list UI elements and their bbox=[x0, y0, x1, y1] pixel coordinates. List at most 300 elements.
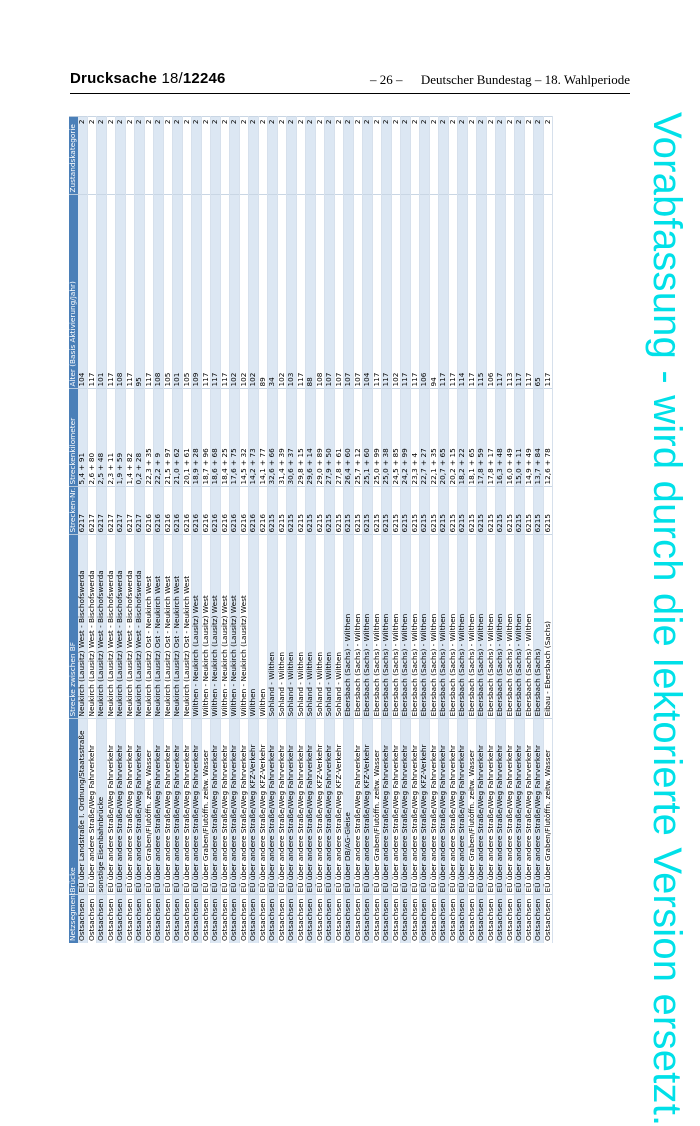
drucksache-label: Drucksache bbox=[70, 70, 158, 87]
table-cell: 6216 bbox=[192, 487, 202, 535]
table-cell: 24,5 + 85 bbox=[391, 389, 401, 487]
table-cell: 2 bbox=[296, 117, 306, 195]
table-cell: 26,4 + 60 bbox=[344, 389, 354, 487]
table-cell: 6215 bbox=[486, 487, 496, 535]
table-cell: Sohland - Wilthen bbox=[287, 535, 297, 719]
table-cell: 107 bbox=[334, 195, 344, 389]
table-cell: EÜ über andere Straße/Weg Fahrverkehr bbox=[154, 719, 164, 895]
table-cell: EÜ über andere Straße/Weg KFZ-Verkehr bbox=[315, 719, 325, 895]
table-cell: 117 bbox=[125, 195, 135, 389]
table-cell: 17,8 + 59 bbox=[477, 389, 487, 487]
table-cell: 6216 bbox=[144, 487, 154, 535]
table-cell: 2 bbox=[534, 117, 544, 195]
table-cell: 6215 bbox=[543, 487, 553, 535]
table-cell: EÜ über andere Straße/Weg Fahrverkehr bbox=[211, 719, 221, 895]
table-body bbox=[78, 117, 553, 943]
table-cell: Ostsachsen bbox=[239, 895, 249, 943]
table-cell: Neukirch (Lausitz) West - Bischofswerda bbox=[97, 535, 107, 719]
table-cell: EÜ über andere Straße/Weg Fahrverkehr bbox=[524, 719, 534, 895]
table-cell: Ostsachsen bbox=[353, 895, 363, 943]
watermark-text: Vorabfassung - wird durch die lektorierte Version ersetzt. bbox=[645, 112, 689, 1126]
table-cell: Neukirch (Lausitz) West - Bischofswerda bbox=[78, 535, 87, 719]
table-cell: EÜ über Graben/Flutöffn. zeitw. Wasser bbox=[467, 719, 477, 895]
table-cell: 113 bbox=[505, 195, 515, 389]
table-cell: 2 bbox=[239, 117, 249, 195]
table-cell: 2 bbox=[135, 117, 145, 195]
table-cell: 2 bbox=[220, 117, 230, 195]
table-cell: EÜ über andere Straße/Weg Fahrverkehr bbox=[125, 719, 135, 895]
table-cell: EÜ über andere Straße/Weg Fahrverkehr bbox=[163, 719, 173, 895]
table-cell: 2 bbox=[505, 117, 515, 195]
table-cell: 104 bbox=[78, 195, 87, 389]
table-cell: 18,9 + 28 bbox=[192, 389, 202, 487]
table-cell: 6215 bbox=[420, 487, 430, 535]
table-cell: 2 bbox=[448, 117, 458, 195]
table-cell: 2 bbox=[78, 117, 87, 195]
table-cell: Neukirch (Lausitz) Ost - Neukirch West bbox=[173, 535, 183, 719]
table-cell: EÜ über Graben/Flutöffn. zeitw. Wasser bbox=[201, 719, 211, 895]
table-cell: 103 bbox=[287, 195, 297, 389]
table-cell: 2,3 + 11 bbox=[106, 389, 116, 487]
watermark bbox=[637, 112, 697, 1126]
table-cell: 117 bbox=[439, 195, 449, 389]
table-cell: Ostsachsen bbox=[277, 895, 287, 943]
table-cell: Ostsachsen bbox=[116, 895, 126, 943]
table-cell: EÜ über Graben/Flutöffn. zeitw. Wasser bbox=[543, 719, 553, 895]
table-cell: 6216 bbox=[239, 487, 249, 535]
table-cell: 6215 bbox=[458, 487, 468, 535]
table-cell: 2 bbox=[87, 117, 97, 195]
table-cell: 2 bbox=[486, 117, 496, 195]
table-cell: 29,6 + 14 bbox=[306, 389, 316, 487]
table-cell: EÜ über andere Straße/Weg Fahrverkehr bbox=[477, 719, 487, 895]
table-cell: Neukirch (Lausitz) Ost - Neukirch West bbox=[144, 535, 154, 719]
table-cell: 6217 bbox=[78, 487, 87, 535]
table-cell: 6215 bbox=[344, 487, 354, 535]
table-cell: 2 bbox=[268, 117, 278, 195]
table-cell: 2 bbox=[249, 117, 259, 195]
table-cell: 2 bbox=[144, 117, 154, 195]
table-cell: 2 bbox=[163, 117, 173, 195]
table-cell: 6215 bbox=[410, 487, 420, 535]
table-cell: 117 bbox=[220, 195, 230, 389]
table-cell: EÜ über andere Straße/Weg Fahrverkehr bbox=[391, 719, 401, 895]
table-cell: 6215 bbox=[315, 487, 325, 535]
table-cell: 2 bbox=[334, 117, 344, 195]
table-cell: Neukirch (Lausitz) Ost - Neukirch West bbox=[163, 535, 173, 719]
table-cell: Ostsachsen bbox=[524, 895, 534, 943]
table-cell: 25,1 + 60 bbox=[363, 389, 373, 487]
table-cell: 2 bbox=[401, 117, 411, 195]
table-cell: Neukirch (Lausitz) Ost - Neukirch West bbox=[182, 535, 192, 719]
table-cell: 105 bbox=[182, 195, 192, 389]
table-cell: 2,5 + 48 bbox=[97, 389, 107, 487]
table-cell: 6217 bbox=[135, 487, 145, 535]
bridge-table-container bbox=[69, 117, 624, 943]
table-cell: EÜ über andere Straße/Weg KFZ-Verkehr bbox=[258, 719, 268, 895]
table-cell: 117 bbox=[543, 195, 553, 389]
table-cell: 117 bbox=[211, 195, 221, 389]
table-cell: Ostsachsen bbox=[192, 895, 202, 943]
table-cell: EÜ über andere Straße/Weg Fahrverkehr bbox=[277, 719, 287, 895]
table-cell: EÜ über andere Straße/Weg Fahrverkehr bbox=[486, 719, 496, 895]
table-cell: EÜ über andere Straße/Weg KFZ-Verkehr bbox=[363, 719, 373, 895]
table-cell: EÜ über andere Straße/Weg Fahrverkehr bbox=[220, 719, 230, 895]
table-cell: 6216 bbox=[211, 487, 221, 535]
table-row bbox=[230, 117, 240, 943]
table-cell: Ebersbach (Sachs) - Wilthen bbox=[429, 535, 439, 719]
table-cell: Ostsachsen bbox=[429, 895, 439, 943]
table-cell: 20,7 + 65 bbox=[439, 389, 449, 487]
column-header: Streckenkilometer bbox=[69, 389, 78, 487]
table-cell: EÜ über andere Straße/Weg Fahrverkehr bbox=[182, 719, 192, 895]
table-row bbox=[249, 117, 259, 943]
table-cell: Ebersbach (Sachs) - Wilthen bbox=[363, 535, 373, 719]
table-cell: 6217 bbox=[97, 487, 107, 535]
table-cell: 6217 bbox=[106, 487, 116, 535]
table-cell: Ostsachsen bbox=[448, 895, 458, 943]
table-cell: Ostsachsen bbox=[458, 895, 468, 943]
table-cell: Ostsachsen bbox=[87, 895, 97, 943]
table-cell: 34 bbox=[268, 195, 278, 389]
table-cell: EÜ über andere Straße/Weg Fahrverkehr bbox=[306, 719, 316, 895]
table-cell: 89 bbox=[258, 195, 268, 389]
table-cell: 108 bbox=[315, 195, 325, 389]
table-row bbox=[496, 117, 506, 943]
table-cell: sonstige Eisenbahnbrücke bbox=[97, 719, 107, 895]
table-cell: Ostsachsen bbox=[154, 895, 164, 943]
table-cell: Sohland - Wilthen bbox=[315, 535, 325, 719]
table-cell: 6215 bbox=[382, 487, 392, 535]
table-cell: Ebersbach (Sachs) - Wilthen bbox=[410, 535, 420, 719]
table-cell: 88 bbox=[306, 195, 316, 389]
table-cell: 6215 bbox=[353, 487, 363, 535]
table-row bbox=[543, 117, 553, 943]
table-cell: Sohland - Wilthen bbox=[325, 535, 335, 719]
table-cell: 6216 bbox=[201, 487, 211, 535]
table-cell: Ostsachsen bbox=[372, 895, 382, 943]
table-row bbox=[268, 117, 278, 943]
table-cell: 18,1 + 65 bbox=[467, 389, 477, 487]
table-cell: Ostsachsen bbox=[543, 895, 553, 943]
table-cell: 2 bbox=[382, 117, 392, 195]
table-cell: 2 bbox=[192, 117, 202, 195]
table-cell: 2 bbox=[315, 117, 325, 195]
table-cell: 27,8 + 61 bbox=[334, 389, 344, 487]
table-cell: 2 bbox=[439, 117, 449, 195]
table-cell: 22,3 + 35 bbox=[144, 389, 154, 487]
table-cell: Ostsachsen bbox=[211, 895, 221, 943]
table-cell: Ostsachsen bbox=[173, 895, 183, 943]
table-row bbox=[420, 117, 430, 943]
table-cell: 6215 bbox=[372, 487, 382, 535]
table-cell: Ostsachsen bbox=[163, 895, 173, 943]
table-cell: 6216 bbox=[173, 487, 183, 535]
table-cell: EÜ über Graben/Flutöffn. zeitw. Wasser bbox=[144, 719, 154, 895]
table-row bbox=[458, 117, 468, 943]
table-cell: 108 bbox=[116, 195, 126, 389]
table-cell: Ebersbach (Sachs) - Wilthen bbox=[344, 535, 354, 719]
table-cell: Ostsachsen bbox=[220, 895, 230, 943]
table-cell: 65 bbox=[534, 195, 544, 389]
table-cell: Ostsachsen bbox=[534, 895, 544, 943]
table-cell: 114 bbox=[458, 195, 468, 389]
table-cell: 6215 bbox=[505, 487, 515, 535]
table-cell: 2 bbox=[277, 117, 287, 195]
header-rule bbox=[70, 93, 630, 94]
table-cell: 1,9 + 59 bbox=[116, 389, 126, 487]
table-cell: 6216 bbox=[163, 487, 173, 535]
table-cell: Sohland - Wilthen bbox=[334, 535, 344, 719]
table-cell: Ebersbach (Sachs) - Wilthen bbox=[420, 535, 430, 719]
table-cell: Wilthen - Neukirch (Lausitz) West bbox=[230, 535, 240, 719]
table-cell: Ostsachsen bbox=[477, 895, 487, 943]
table-cell: 102 bbox=[249, 195, 259, 389]
table-cell: 2 bbox=[258, 117, 268, 195]
table-cell: Ostsachsen bbox=[106, 895, 116, 943]
column-header: Brücke bbox=[69, 719, 78, 895]
table-cell: 6217 bbox=[87, 487, 97, 535]
table-row bbox=[439, 117, 449, 943]
table-cell: Ostsachsen bbox=[334, 895, 344, 943]
table-cell: 14,9 + 49 bbox=[524, 389, 534, 487]
table-cell: EÜ über Landstraße I. Ordnung/Staatsstraße bbox=[78, 719, 87, 895]
table-cell: EÜ über andere Straße/Weg Fahrverkehr bbox=[116, 719, 126, 895]
table-cell: 104 bbox=[363, 195, 373, 389]
table-cell: 6215 bbox=[363, 487, 373, 535]
table-cell: 23,3 + 4 bbox=[410, 389, 420, 487]
table-cell: 6215 bbox=[391, 487, 401, 535]
table-row bbox=[401, 117, 411, 943]
table-cell: 101 bbox=[173, 195, 183, 389]
table-cell: EÜ über andere Straße/Weg Fahrverkehr bbox=[401, 719, 411, 895]
table-cell: EÜ über andere Straße/Weg KFZ-Verkehr bbox=[249, 719, 259, 895]
table-cell: 2 bbox=[201, 117, 211, 195]
institution: Deutscher Bundestag – 18. Wahlperiode bbox=[420, 72, 630, 87]
table-cell: 6215 bbox=[448, 487, 458, 535]
table-cell: EÜ über andere Straße/Weg KFZ-Verkehr bbox=[334, 719, 344, 895]
table-cell: 2 bbox=[353, 117, 363, 195]
table-cell: Ostsachsen bbox=[135, 895, 145, 943]
table-cell: 2 bbox=[410, 117, 420, 195]
table-cell: Ostsachsen bbox=[258, 895, 268, 943]
table-cell: 6217 bbox=[116, 487, 126, 535]
table-cell: EÜ über andere Straße/Weg Fahrverkehr bbox=[458, 719, 468, 895]
column-header: Strecke zwischen BF bbox=[69, 535, 78, 719]
table-cell: 94 bbox=[429, 195, 439, 389]
table-cell: Ostsachsen bbox=[486, 895, 496, 943]
table-cell: Ostsachsen bbox=[182, 895, 192, 943]
table-cell: 102 bbox=[230, 195, 240, 389]
table-cell: Ebersbach (Sachs) - Wilthen bbox=[467, 535, 477, 719]
table-cell: Ostsachsen bbox=[505, 895, 515, 943]
table-cell: Neukirch (Lausitz) West - Bischofswerda bbox=[116, 535, 126, 719]
table-cell: Ostsachsen bbox=[201, 895, 211, 943]
table-cell: Ostsachsen bbox=[306, 895, 316, 943]
table-cell: 6215 bbox=[325, 487, 335, 535]
drucksache-number: 12246 bbox=[182, 70, 226, 87]
table-cell: 32,6 + 66 bbox=[268, 389, 278, 487]
table-cell: 22,7 + 27 bbox=[420, 389, 430, 487]
column-header: Strecken-Nr. bbox=[69, 487, 78, 535]
table-cell: 2 bbox=[182, 117, 192, 195]
table-cell: Ebersbach (Sachs) - Wilthen bbox=[477, 535, 487, 719]
table-cell: EÜ über andere Straße/Weg Fahrverkehr bbox=[505, 719, 515, 895]
table-cell: 29,8 + 15 bbox=[296, 389, 306, 487]
table-cell: 117 bbox=[87, 195, 97, 389]
table-cell: 2 bbox=[391, 117, 401, 195]
table-cell: 0,2 + 28 bbox=[135, 389, 145, 487]
table-cell: 117 bbox=[467, 195, 477, 389]
table-cell: Ostsachsen bbox=[382, 895, 392, 943]
column-header: Alter (Basis Aktivierung/Jahr) bbox=[69, 195, 78, 389]
table-cell: 18,2 + 22 bbox=[458, 389, 468, 487]
table-cell: Eibau - Ebersbach (Sachs) bbox=[543, 535, 553, 719]
table-cell: 17,6 + 75 bbox=[230, 389, 240, 487]
table-cell: 14,1 + 77 bbox=[258, 389, 268, 487]
table-cell: 115 bbox=[477, 195, 487, 389]
table-cell: Ostsachsen bbox=[296, 895, 306, 943]
table-cell: 2 bbox=[125, 117, 135, 195]
table-cell: 6217 bbox=[125, 487, 135, 535]
table-cell: 6215 bbox=[306, 487, 316, 535]
table-cell: Ostsachsen bbox=[439, 895, 449, 943]
table-cell: Ebersbach (Sachs) - Wilthen bbox=[496, 535, 506, 719]
table-cell: Neukirch (Lausitz) West - Bischofswerda bbox=[125, 535, 135, 719]
table-cell: 6215 bbox=[496, 487, 506, 535]
table-cell: EÜ über andere Straße/Weg Fahrverkehr bbox=[496, 719, 506, 895]
table-cell: 18,4 + 25 bbox=[220, 389, 230, 487]
table-cell: 108 bbox=[154, 195, 164, 389]
table-cell: Ebersbach (Sachs) - Wilthen bbox=[524, 535, 534, 719]
table-cell: 106 bbox=[420, 195, 430, 389]
table-cell: 2 bbox=[496, 117, 506, 195]
table-cell: 106 bbox=[486, 195, 496, 389]
table-cell: 6216 bbox=[258, 487, 268, 535]
table-cell: 2 bbox=[97, 117, 107, 195]
table-cell: Neukirch (Lausitz) Ost - Neukirch West bbox=[154, 535, 164, 719]
table-cell: Ebersbach (Sachs) - Wilthen bbox=[391, 535, 401, 719]
table-row bbox=[287, 117, 297, 943]
table-cell: Sohland - Wilthen bbox=[268, 535, 278, 719]
table-cell: Ostsachsen bbox=[496, 895, 506, 943]
table-cell: 2 bbox=[467, 117, 477, 195]
table-cell: EÜ über andere Straße/Weg Fahrverkehr bbox=[410, 719, 420, 895]
table-cell: 16,0 + 49 bbox=[505, 389, 515, 487]
table-cell: 102 bbox=[239, 195, 249, 389]
table-cell: Ostsachsen bbox=[410, 895, 420, 943]
table-cell: 117 bbox=[372, 195, 382, 389]
table-cell: EÜ über andere Straße/Weg Fahrverkehr bbox=[192, 719, 202, 895]
table-cell: 2 bbox=[306, 117, 316, 195]
table-cell: Ostsachsen bbox=[287, 895, 297, 943]
table-cell: Wilthen - Neukirch (Lausitz) West bbox=[192, 535, 202, 719]
table-cell: 6215 bbox=[334, 487, 344, 535]
table-cell: 117 bbox=[515, 195, 525, 389]
table-cell: Sohland - Wilthen bbox=[277, 535, 287, 719]
table-cell: 2 bbox=[372, 117, 382, 195]
table-cell: Wilthen bbox=[249, 535, 259, 719]
table-cell: 25,0 + 99 bbox=[372, 389, 382, 487]
table-cell: 2 bbox=[325, 117, 335, 195]
table-row bbox=[192, 117, 202, 943]
table-cell: 18,6 + 68 bbox=[211, 389, 221, 487]
table-cell: 117 bbox=[496, 195, 506, 389]
table-cell: 2 bbox=[211, 117, 221, 195]
table-cell: Ebersbach (Sachs) - Wilthen bbox=[401, 535, 411, 719]
table-cell: Neukirch (Lausitz) West - Bischofswerda bbox=[106, 535, 116, 719]
table-cell: EÜ über andere Straße/Weg Fahrverkehr bbox=[87, 719, 97, 895]
table-cell: 117 bbox=[524, 195, 534, 389]
table-cell: 6215 bbox=[287, 487, 297, 535]
table-cell: 102 bbox=[277, 195, 287, 389]
table-row bbox=[534, 117, 544, 943]
table-cell: 21,5 + 97 bbox=[163, 389, 173, 487]
page-number: – 26 – bbox=[370, 72, 403, 87]
table-row bbox=[154, 117, 164, 943]
table-row bbox=[173, 117, 183, 943]
table-cell: 2 bbox=[458, 117, 468, 195]
table-row bbox=[306, 117, 316, 943]
table-cell: Ostsachsen bbox=[230, 895, 240, 943]
table-row bbox=[211, 117, 221, 943]
table-cell: EÜ über andere Straße/Weg Fahrverkehr bbox=[287, 719, 297, 895]
table-row bbox=[363, 117, 373, 943]
table-cell: 5,4 + 91 bbox=[78, 389, 87, 487]
table-cell: 15,0 + 11 bbox=[515, 389, 525, 487]
table-cell: 6215 bbox=[277, 487, 287, 535]
table-cell: Ostsachsen bbox=[344, 895, 354, 943]
bridge-table bbox=[69, 117, 553, 944]
table-cell: Ebersbach (Sachs) - Wilthen bbox=[458, 535, 468, 719]
table-cell: Ostsachsen bbox=[325, 895, 335, 943]
table-cell: 117 bbox=[296, 195, 306, 389]
table-cell: 20,2 + 15 bbox=[448, 389, 458, 487]
table-cell: Wilthen - Neukirch (Lausitz) West bbox=[239, 535, 249, 719]
table-cell: Sohland - Wilthen bbox=[306, 535, 316, 719]
table-cell: 25,7 + 12 bbox=[353, 389, 363, 487]
table-cell: 18,7 + 96 bbox=[201, 389, 211, 487]
table-cell: 13,7 + 84 bbox=[534, 389, 544, 487]
table-cell: Wilthen bbox=[258, 535, 268, 719]
table-cell: 6215 bbox=[401, 487, 411, 535]
table-cell: 117 bbox=[106, 195, 116, 389]
table-cell: 107 bbox=[344, 195, 354, 389]
table-cell: EÜ über andere Straße/Weg Fahrverkehr bbox=[353, 719, 363, 895]
table-cell: Neukirch (Lausitz) West - Bischofswerda bbox=[135, 535, 145, 719]
table-cell: 17,8 + 17 bbox=[486, 389, 496, 487]
table-cell: EÜ über andere Straße/Weg Fahrverkehr bbox=[448, 719, 458, 895]
table-row bbox=[116, 117, 126, 943]
table-cell: EÜ über DB/AG-Gleise bbox=[344, 719, 354, 895]
table-cell: Ostsachsen bbox=[401, 895, 411, 943]
table-cell: 2 bbox=[420, 117, 430, 195]
table-cell: Ebersbach (Sachs) - Wilthen bbox=[353, 535, 363, 719]
table-cell: Ostsachsen bbox=[467, 895, 477, 943]
table-cell: 6215 bbox=[515, 487, 525, 535]
table-cell: 2,6 + 80 bbox=[87, 389, 97, 487]
table-cell: EÜ über andere Straße/Weg Fahrverkehr bbox=[296, 719, 306, 895]
table-cell: 24,2 + 99 bbox=[401, 389, 411, 487]
table-cell: EÜ über andere Straße/Weg Fahrverkehr bbox=[268, 719, 278, 895]
table-cell: EÜ über andere Straße/Weg Fahrverkehr bbox=[325, 719, 335, 895]
table-cell: EÜ über andere Straße/Weg Fahrverkehr bbox=[515, 719, 525, 895]
table-cell: 117 bbox=[201, 195, 211, 389]
table-cell: 22,1 + 35 bbox=[429, 389, 439, 487]
table-cell: 2 bbox=[173, 117, 183, 195]
table-cell: 6215 bbox=[477, 487, 487, 535]
drucksache-id bbox=[70, 70, 226, 87]
